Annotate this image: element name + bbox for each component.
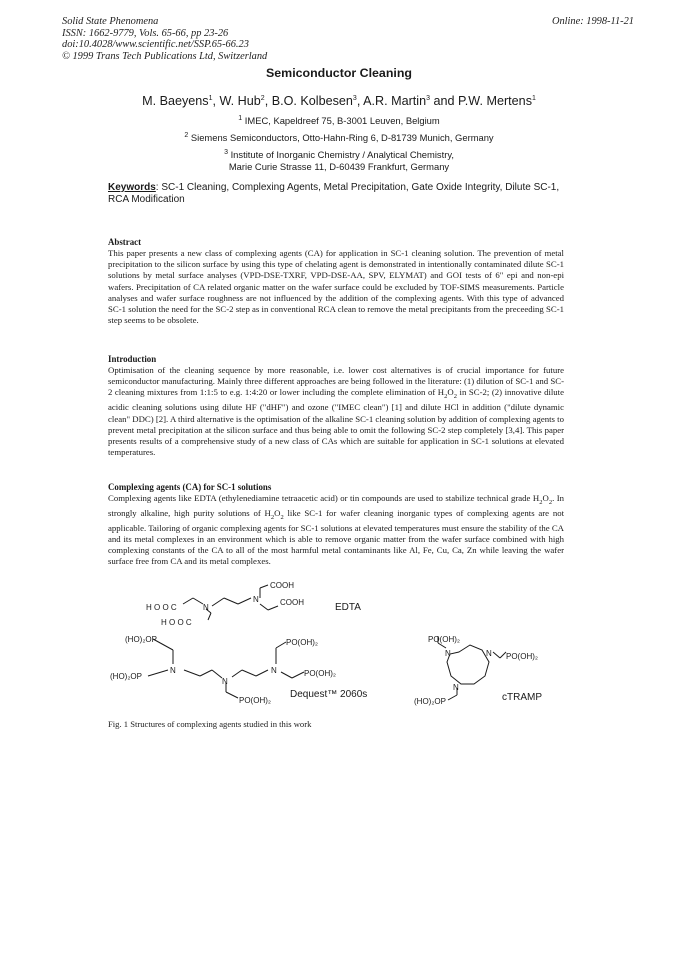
ctramp-n-label: N [453, 683, 459, 692]
author: A.R. Martin$^3$ [363, 94, 431, 108]
issn-line: ISSN: 1662-9779, Vols. 65-66, pp 23-26 [62, 27, 229, 39]
dequest-n-label: N [271, 666, 277, 675]
affiliation-2: $^2$ Siemens Semiconductors, Otto-Hahn-Ring 6, D-81739 Munich, Germany [184, 132, 494, 144]
ctramp-phosphonate-label: PO(OH)₂ [506, 652, 538, 661]
keywords: Keywords: SC-1 Cleaning, Complexing Agents, Metal Precipitation, Gate Oxide Integrity, Dilute SC-1, RCA Modification [108, 182, 560, 205]
doi-line: doi:10.4028/www.scientific.net/SSP.65-66.23 [62, 39, 249, 51]
dequest-phosphonate-label: (HO)₂OP [110, 672, 142, 681]
keywords-text: SC-1 Cleaning, Complexing Agents, Metal Precipitation, Gate Oxide Integrity, Dilute SC-1, RCA Modification [108, 182, 560, 205]
ctramp-name: cTRAMP [502, 692, 542, 703]
affiliation-1: $^1$ IMEC, Kapeldreef 75, B-3001 Leuven, Belgium [238, 115, 440, 127]
journal-name: Solid State Phenomena [62, 16, 159, 27]
introduction-section [108, 354, 564, 458]
figure-caption: Fig. 1 Structures of complexing agents studied in this work [108, 719, 312, 729]
chemical-structures-figure [108, 580, 568, 715]
dequest-n-label: N [170, 666, 176, 675]
edta-hooc-label: H O O C [146, 603, 177, 612]
dequest-phosphonate-label: (HO)₂OP [125, 635, 157, 644]
abstract-text: This paper presents a new class of complexing agents (CA) for application in SC-1 cleaning solution. The prevention of metal precipitation to the silicon surface by using this type of chelating agent is demonstrated in intentionally contaminated dilute SC-1 solutions by metal surface analyses (VPD-DSE-TXRF, VPD-DSE-AA, SPV, ELYMAT) and GOI tests of 6" epi and non-epi wafers. Precipitation of CA related organic matter on the wafer surface could be excluded by TOF-SIMS measurements. Particle analyses and wafer surface roughness are not influenced by the addition of the complexing agents. With this type of advanced SC-1 solution the need for the SC-2 step as in conventional RCA clean to remove the metal precipitants from the preceeding SC-1 step seems to be obsolete. [108, 248, 564, 326]
edta-n-label: N [203, 603, 209, 612]
dequest-phosphonate-label: PO(OH)₂ [239, 696, 271, 705]
keywords-label: Keywords [108, 182, 156, 193]
affiliation-3: $^3$ Institute of Inorganic Chemistry / Analytical Chemistry, Marie Curie Strasse 11, D-60439 Frankfurt, Germany [224, 149, 454, 172]
author: W. Hub$^2$ [219, 94, 265, 108]
paper-title: Semiconductor Cleaning [266, 66, 412, 80]
ctramp-n-label: N [486, 649, 492, 658]
introduction-text: Optimisation of the cleaning sequence by more reasonable, i.e. lower cost alternatives is of crucial importance for future semiconductor manufacturing. Mainly three different approaches are being followed in the literature: (1) dilution of SC-1 and SC-2 cleaning mixtures from 1:1:5 to e.g. 1:4:20 or lower including the complete elimination of $H_2O_2$ in SC-2; (2) innovative dilute acidic cleaning solutions using dilute HF ("dHF") and ozone ("IMEC clean") [1] and dilute HCl in addition ("dilute dynamic clean" DDC) [2]. A third alternative is the optimisation of the alkaline SC-1 cleaning solution by addition of complexing agents to prevent metal precipitation at the silicon surface and thus being able to omit the following SC-2 step completely [3,4]. This paper presents results of a comprehensive study of a new class of CAs which are suitable for application in SC-1 solutions at elevated temperatures. [108, 365, 565, 457]
edta-n-label: N [253, 595, 259, 604]
author: P.W. Mertens$^1$ [458, 94, 536, 108]
ctramp-n-label: N [445, 649, 451, 658]
abstract-section [108, 237, 564, 326]
author-list: M. Baeyens$^1$, W. Hub$^2$, B.O. Kolbesen$^3$, A.R. Martin$^3$ and P.W. Mertens$^1$ [142, 94, 536, 108]
dequest-name: Dequest™ 2060s [290, 689, 368, 700]
section-heading: Introduction [108, 354, 157, 364]
dequest-phosphonate-label: PO(OH)₂ [286, 638, 318, 647]
edta-cooh-label: COOH [280, 598, 304, 607]
author: M. Baeyens$^1$ [142, 94, 213, 108]
edta-cooh-label: COOH [270, 581, 294, 590]
dequest-n-label: N [222, 677, 228, 686]
dequest-phosphonate-label: PO(OH)₂ [304, 669, 336, 678]
edta-hooc-label: H O O C [161, 618, 192, 627]
copyright-line: © 1999 Trans Tech Publications Ltd, Switzerland [62, 50, 268, 62]
ctramp-phosphonate-label: PO(OH)₂ [428, 635, 460, 644]
ctramp-phosphonate-label: (HO)₂OP [414, 697, 446, 706]
complexing-agents-text: Complexing agents like EDTA (ethylenediamine tetraacetic acid) or tin compounds are used to stabilize technical grade $H_2O_2$. In strongly alkaline, high purity solutions of $H_2O_2$ like SC-1 for wafer cleaning inorganic types of complexing agents are not applicable. Tailoring of organic complexing agents for SC-1 solutions at elevated temperatures must ensure the stability of the CA and its metal complexes in an environment which is able to remove organic matter from the wafer surface combined with high complexing constants of the CA to all of the most harmful metal contaminants like Al, Fe, Cu, Ca, Zn while leaving the wafer surface free from CA and its metal complexes. [108, 493, 565, 567]
edta-name: EDTA [335, 602, 361, 613]
publication-info [62, 16, 267, 62]
section-heading: Complexing agents (CA) for SC-1 solutions [108, 482, 272, 492]
author: B.O. Kolbesen$^3$ [271, 94, 357, 108]
online-date: Online: 1998-11-21 [551, 16, 634, 27]
complexing-agents-section [108, 482, 564, 568]
section-heading: Abstract [108, 237, 142, 247]
